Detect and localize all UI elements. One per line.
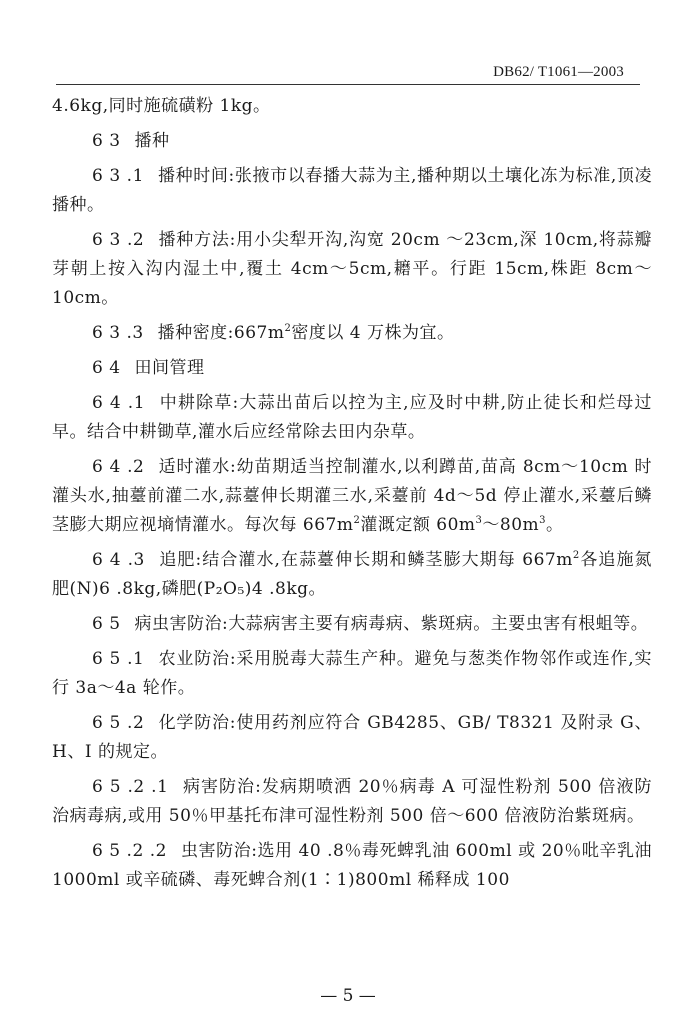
- clause-number: 6 4 .1: [92, 393, 146, 413]
- clause-6-5-2-2: [52, 837, 652, 895]
- clause-number: 6 3 .1: [92, 166, 144, 186]
- clause-text: 化学防治:使用药剂应符合 GB4285、GB/ T8321 及附录 G、H、I 的规定。: [52, 713, 652, 762]
- clause-number: 6 4 .2: [92, 457, 145, 477]
- clause-text: 虫害防治:选用 40 .8％毒死蜱乳油 600ml 或 20％吡辛乳油 1000ml 或辛硫磷、毒死蜱合剂(1∶1)800ml 稀释成 100: [52, 841, 652, 890]
- clause-6-3-2: [52, 226, 652, 313]
- section-heading-6-5: [52, 610, 652, 639]
- clause-6-5-2: [52, 709, 652, 767]
- section-number: 6 4: [92, 358, 121, 378]
- header-rule: [56, 84, 640, 85]
- clause-6-3-1: [52, 162, 652, 220]
- clause-6-4-1: [52, 389, 652, 447]
- document-body: [52, 92, 652, 895]
- clause-text-cont: 密度以 4 万株为宜。: [291, 323, 455, 343]
- clause-text-cont: ～80m: [482, 515, 540, 535]
- clause-text: 播种时间:张掖市以春播大蒜为主,播种期以土壤化冻为标准,顶凌播种。: [52, 166, 652, 215]
- paragraph-continuation: [52, 92, 652, 121]
- clause-6-4-3: [52, 546, 652, 604]
- clause-number: 6 3 .2: [92, 230, 145, 250]
- clause-6-3-3: [52, 319, 652, 348]
- clause-text-cont: 灌溉定额 60m: [360, 515, 476, 535]
- section-number: 6 3: [92, 131, 121, 151]
- clause-number: 6 5 .2: [92, 713, 145, 733]
- paragraph-text: 4.6kg,同时施硫磺粉 1kg。: [52, 96, 271, 116]
- section-heading-6-3: [52, 127, 652, 156]
- section-title: 田间管理: [134, 358, 205, 378]
- clause-text-cont: 各追施氮肥(N)6 .8kg,磷肥(P₂O₅)4 .8kg。: [52, 550, 653, 599]
- superscript: 3: [539, 515, 547, 526]
- clause-text-end: 。: [546, 515, 564, 535]
- section-title: 播种: [134, 131, 170, 151]
- superscript: 2: [284, 323, 292, 334]
- clause-number: 6 4 .3: [92, 550, 145, 570]
- clause-text: 中耕除草:大蒜出苗后以控为主,应及时中耕,防止徒长和烂母过早。结合中耕锄草,灌水后应经常除去田内杂草。: [52, 393, 652, 442]
- page-number: — 5 —: [320, 986, 376, 1006]
- clause-6-5-2-1: [52, 773, 652, 831]
- section-heading-6-4: [52, 354, 652, 383]
- clause-6-5-1: [52, 645, 652, 703]
- clause-number: 6 5 .2 .2: [92, 841, 167, 861]
- section-number: 6 5: [92, 614, 121, 634]
- clause-6-4-2: [52, 453, 652, 540]
- superscript: 3: [475, 515, 483, 526]
- clause-text: 病害防治:发病期喷洒 20％病毒 A 可湿性粉剂 500 倍液防治病毒病,或用 50％甲基托布津可湿性粉剂 500 倍～600 倍液防治紫斑病。: [52, 777, 652, 826]
- clause-text: 播种密度:667m: [157, 323, 285, 343]
- clause-text: 播种方法:用小尖犁开沟,沟宽 20cm ～23cm,深 10cm,将蒜瓣芽朝上按入沟内湿土中,覆土 4cm～5cm,耱平。行距 15cm,株距 8cm～10cm。: [52, 230, 652, 308]
- clause-number: 6 5 .2 .1: [92, 777, 169, 797]
- standard-code: DB62/ T1061—2003: [493, 64, 624, 80]
- clause-text: 适时灌水:幼苗期适当控制灌水,以利蹲苗,苗高 8cm～10cm 时灌头水,抽薹前灌二水,蒜薹伸长期灌三水,采薹前 4d～5d 停止灌水,采薹后鳞茎膨大期应视墒情灌水。每次每 667m: [52, 457, 652, 535]
- superscript: 2: [353, 515, 361, 526]
- clause-text: 农业防治:采用脱毒大蒜生产种。避免与葱类作物邻作或连作,实行 3a～4a 轮作。: [52, 649, 652, 698]
- clause-text: 追肥:结合灌水,在蒜薹伸长期和鳞茎膨大期每 667m: [158, 550, 573, 570]
- superscript: 2: [572, 550, 580, 561]
- section-text: 病虫害防治:大蒜病害主要有病毒病、紫斑病。主要虫害有根蛆等。: [134, 614, 649, 634]
- clause-number: 6 3 .3: [92, 323, 144, 343]
- clause-number: 6 5 .1: [92, 649, 145, 669]
